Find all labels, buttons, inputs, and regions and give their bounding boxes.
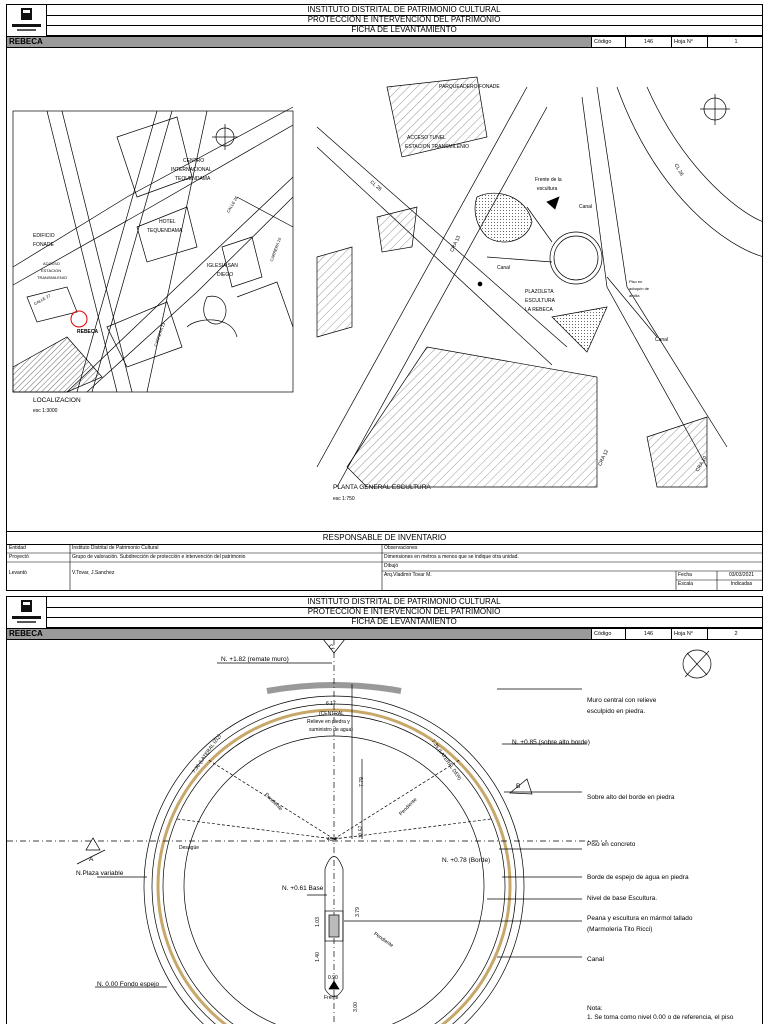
observaciones-value: Dimensiones en metros a menos que se indique otra unidad. (384, 554, 519, 560)
loc-label-rebeca: REBECA (77, 329, 99, 335)
dim-lat-izq: 7.36 (LATERAL IZQ) (191, 733, 223, 775)
dim-relieve: Relieve en piedra y (307, 719, 350, 725)
escala-label: Escala (678, 581, 694, 587)
loc-label-estacion: ESTACION (41, 268, 62, 273)
escala-value: Indicadas (730, 581, 753, 587)
loc-label-fonade: FONADE (33, 242, 54, 248)
loc-label-transmilenio: TRANSMILENIO (37, 275, 68, 280)
site-drawings (7, 47, 763, 534)
header-line-3: FICHA DE LEVANTAMIENTO (46, 25, 762, 36)
logo (7, 5, 47, 37)
header-line-1-s2: INSTITUTO DISTRITAL DE PATRIMONIO CULTURAL (46, 597, 762, 608)
loc-label-iglesia: IGLESIA SAN (207, 263, 238, 269)
sheet-1 (6, 4, 763, 591)
dim-angle: 45.4° (327, 837, 339, 843)
entidad-label: Entidad (9, 545, 26, 551)
code-label-s2: Código (591, 629, 625, 639)
loc-label-diego: DIEGO (217, 272, 234, 278)
sheet-number: 1 (707, 37, 763, 47)
callout-borde: Borde de espejo de agua en piedra (587, 874, 689, 881)
plan-label-plazoleta: PLAZOLETA (525, 289, 554, 295)
drawing-area (7, 47, 762, 532)
levanto-value: V.Tovar, J.Sanchez (72, 570, 115, 576)
responsable-table (7, 532, 762, 590)
level-base: N. +0.61 Base (282, 885, 324, 892)
plan-label-escultura-2: ESCULTURA (525, 298, 555, 304)
code-label: Código (591, 37, 625, 47)
dim-779: 7.79 (358, 777, 365, 787)
label-pendiente-2: Pendiente (398, 796, 419, 818)
plan-label-cl26b: CL 26 (672, 162, 685, 178)
loc-label-hotel: HOTEL (159, 219, 176, 225)
level-plaza: N.Plaza variable (76, 870, 124, 877)
dim-379: 3.79 (354, 907, 361, 917)
code-value: 146 (625, 37, 671, 47)
sheet-number-s2: 2 (707, 629, 763, 639)
sheet-2 (6, 596, 763, 1024)
plan-label-piso-1: Piso en (629, 279, 643, 284)
plan-title: PLANTA GENERAL ESCULTURA (333, 484, 431, 491)
level-sobre-alto: N. +0.85 (sobre alto borde) (512, 739, 590, 746)
callout-piso: Piso en concreto (587, 841, 636, 848)
general-plan (317, 77, 763, 487)
note-line: 1. Se toma como nivel 0.00 o de referencia, el piso (587, 1014, 734, 1021)
label-pendiente-1: Pendiente (263, 791, 284, 813)
plan-scale: esc 1:750 (333, 496, 355, 502)
levanto-label: Levantó (9, 570, 27, 576)
callout-nivel: Nivel de base Escultura. (587, 895, 658, 902)
responsable-title: RESPONSABLE DE INVENTARIO (7, 532, 762, 545)
level-remate: N. +1.82 (remate muro) (221, 656, 289, 663)
loc-title: LOCALIZACION (33, 397, 81, 404)
plan-label-parqueadero: PARQUEADERO FONADE (439, 84, 500, 90)
proyecto-value: Grupo de valoración. Subdirección de protección e intervención del patrimonio (72, 554, 246, 560)
dibujo-value: Arq.Vladimir Tovar M. (384, 572, 432, 578)
loc-label-hotel-2: TEQUENDAMA (147, 228, 183, 234)
label-frente: Frente (324, 995, 339, 1001)
header-line-2-s2: PROTECCIÓN E INTERVENCIÓN DEL PATRIMONIO (46, 607, 762, 618)
plan-label-piso-2: adoquín de (629, 286, 650, 291)
dim-090: 0.90 (328, 975, 338, 981)
label-pendiente-3: Pendiente (372, 931, 395, 949)
plan-label-acceso: ACCESO TUNEL (407, 135, 446, 141)
record-name: REBECA (9, 37, 43, 46)
section-mark-a: A (89, 856, 94, 863)
entidad-value: Instituto Distrital de Patrimonio Cultural (72, 545, 159, 551)
observaciones-label: Observaciones (384, 545, 418, 551)
dim-300: 3.00 (352, 1002, 359, 1012)
callout-sobrealto: Sobre alto del borde en piedra (587, 794, 675, 801)
dim-140: 1.40 (314, 952, 321, 962)
plan-label-cl26: CL 26 (368, 179, 383, 193)
plan-label-cra13: CRA 13 (449, 234, 462, 254)
plan-label-frente: Frente de la (535, 177, 562, 183)
plan-label-cra12: CRA 12 (597, 448, 610, 468)
dim-1257: 12.57 (358, 825, 365, 839)
section-mark-c: C (329, 644, 334, 651)
logo-2 (7, 597, 47, 629)
fecha-value: 03/03/2021 (728, 572, 755, 578)
loc-label-acceso: ACCESO (43, 261, 60, 266)
fecha-label: Fecha (678, 572, 692, 578)
sheet-label: Hoja N° (671, 37, 707, 47)
loc-label-calle26: CALLE 26 (225, 195, 239, 214)
header-line-3-s2: FICHA DE LEVANTAMIENTO (46, 617, 762, 628)
callout-peana-1: Peana y escultura en mármol tallado (587, 915, 693, 922)
loc-label-cra10: CARRERA 10 (268, 236, 283, 263)
loc-label-cl27: CALLE 27 (32, 292, 52, 307)
section-mark-b: B (516, 783, 521, 790)
record-name-s2: REBECA (9, 629, 43, 638)
dim-central: (CENTRAL (319, 711, 345, 717)
loc-label-internacional: INTERNACIONAL (171, 167, 212, 173)
loc-label-edificio: EDIFICIO (33, 233, 55, 239)
plan-label-escultura: escultura (537, 186, 558, 192)
fountain-plan (7, 639, 762, 1024)
plan-label-canal-1: Canal (579, 204, 593, 210)
sheet-label-s2: Hoja N° (671, 629, 707, 639)
dim-617: 6.17 (326, 701, 336, 707)
dim-103: 1.03 (314, 917, 321, 927)
level-fondo: N. 0.00 Fondo espejo (97, 981, 160, 988)
callout-muro-2: esculpido en piedra. (587, 708, 646, 715)
plan-label-canal-2: Canal (497, 265, 511, 271)
plan-label-canal-3: Canal (655, 337, 669, 343)
loc-label-tequendama: TEQUENDAMA (175, 176, 211, 182)
dibujo-label: Dibujó (384, 563, 399, 569)
loc-scale: esc 1:3000 (33, 408, 58, 414)
dim-lat-der: 7.35 (LATERAL DER) (429, 738, 463, 782)
callout-muro-1: Muro central con relieve (587, 697, 657, 704)
dim-suministro: suministro de agua) (309, 727, 353, 733)
note-title: Nota: (587, 1005, 603, 1012)
proyecto-label: Proyectó (9, 554, 29, 560)
location-map (13, 107, 293, 392)
code-value-s2: 146 (625, 629, 671, 639)
plan-label-estacion: ESTACION TRANSMILENIO (405, 144, 469, 150)
label-desague: Desagüe (179, 845, 200, 851)
loc-label-centro: CENTRO (183, 158, 205, 164)
callout-canal: Canal (587, 956, 604, 963)
plan-label-la-rebeca: LA REBECA (525, 307, 553, 313)
header-line-2: PROTECCIÓN E INTERVENCIÓN DEL PATRIMONIO (46, 15, 762, 26)
plan-label-cra10: CRA 10 (694, 455, 709, 473)
header-line-1: INSTITUTO DISTRITAL DE PATRIMONIO CULTURAL (46, 5, 762, 16)
plan-label-piso-3: arcilla (629, 293, 640, 298)
level-borde: N. +0.78 (Borde) (442, 857, 491, 864)
callout-peana-2: (Marmolería Tito Ricci) (587, 926, 653, 933)
loc-label-cra13: CARRERA 13 (152, 321, 167, 348)
